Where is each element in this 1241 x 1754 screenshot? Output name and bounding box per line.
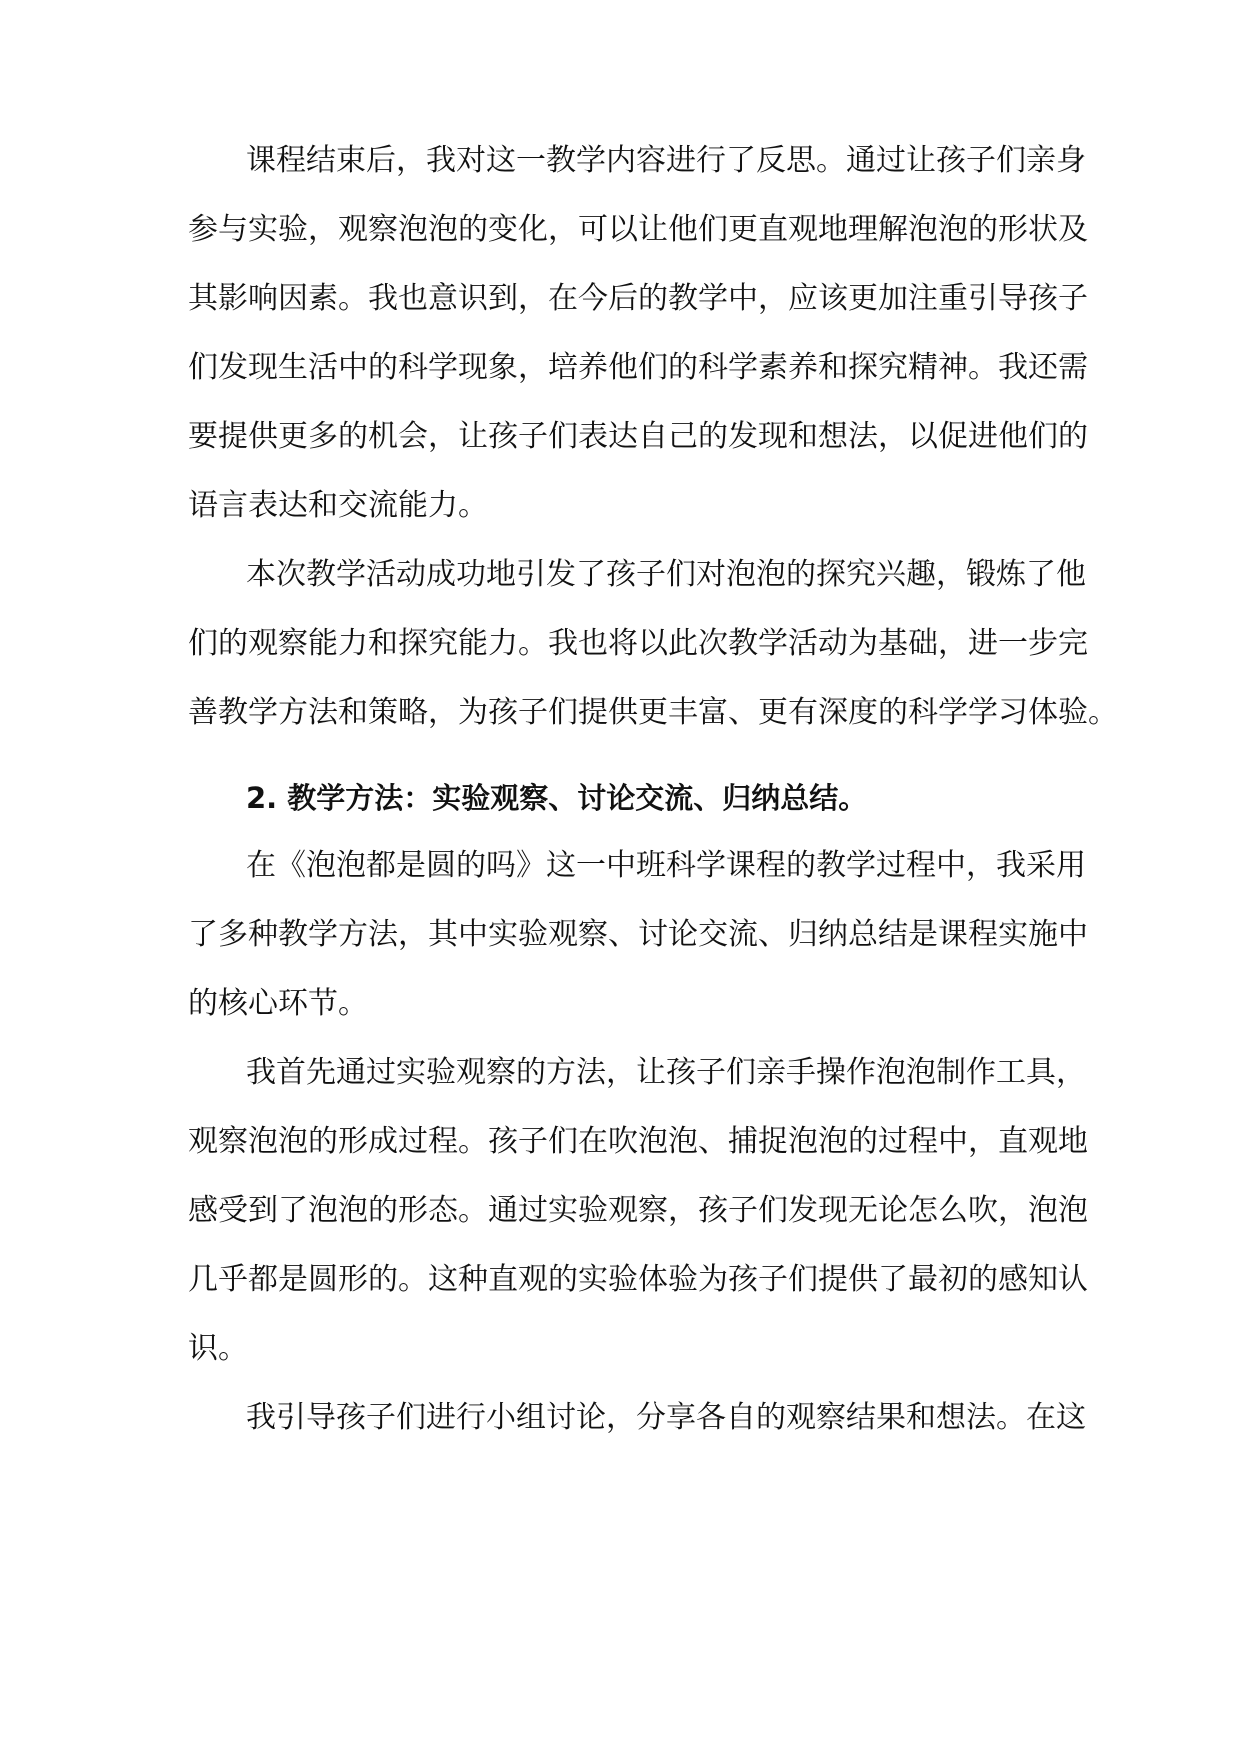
paragraph-line: 在《泡泡都是圆的吗》这一中班科学课程的教学过程中，我采用 [246, 848, 1086, 883]
paragraph-line: 善教学方法和策略，为孩子们提供更丰富、更有深度的科学学习体验。 [188, 695, 1118, 730]
paragraph-line: 语言表达和交流能力。 [188, 488, 488, 523]
paragraph-line: 本次教学活动成功地引发了孩子们对泡泡的探究兴趣，锻炼了他 [246, 557, 1086, 592]
paragraph-line: 的核心环节。 [188, 986, 368, 1021]
paragraph-line: 感受到了泡泡的形态。通过实验观察，孩子们发现无论怎么吹，泡泡 [188, 1193, 1088, 1228]
paragraph-line: 其影响因素。我也意识到，在今后的教学中，应该更加注重引导孩子 [188, 281, 1088, 316]
paragraph-line: 几乎都是圆形的。这种直观的实验体验为孩子们提供了最初的感知认 [188, 1262, 1088, 1297]
paragraph-line: 们发现生活中的科学现象，培养他们的科学素养和探究精神。我还需 [188, 350, 1088, 385]
paragraph-line: 们的观察能力和探究能力。我也将以此次教学活动为基础，进一步完 [188, 626, 1088, 661]
paragraph-line: 观察泡泡的形成过程。孩子们在吹泡泡、捕捉泡泡的过程中，直观地 [188, 1124, 1088, 1159]
paragraph-line: 课程结束后，我对这一教学内容进行了反思。通过让孩子们亲身 [246, 143, 1086, 178]
section-heading: 2. 教学方法：实验观察、讨论交流、归纳总结。 [246, 781, 868, 815]
paragraph-line: 我首先通过实验观察的方法，让孩子们亲手操作泡泡制作工具， [246, 1055, 1086, 1090]
paragraph-line: 参与实验，观察泡泡的变化，可以让他们更直观地理解泡泡的形状及 [188, 212, 1088, 247]
paragraph-line: 要提供更多的机会，让孩子们表达自己的发现和想法，以促进他们的 [188, 419, 1088, 454]
paragraph-line: 了多种教学方法，其中实验观察、讨论交流、归纳总结是课程实施中 [188, 917, 1088, 952]
paragraph-line: 识。 [188, 1331, 248, 1366]
paragraph-line: 我引导孩子们进行小组讨论，分享各自的观察结果和想法。在这 [246, 1400, 1086, 1435]
